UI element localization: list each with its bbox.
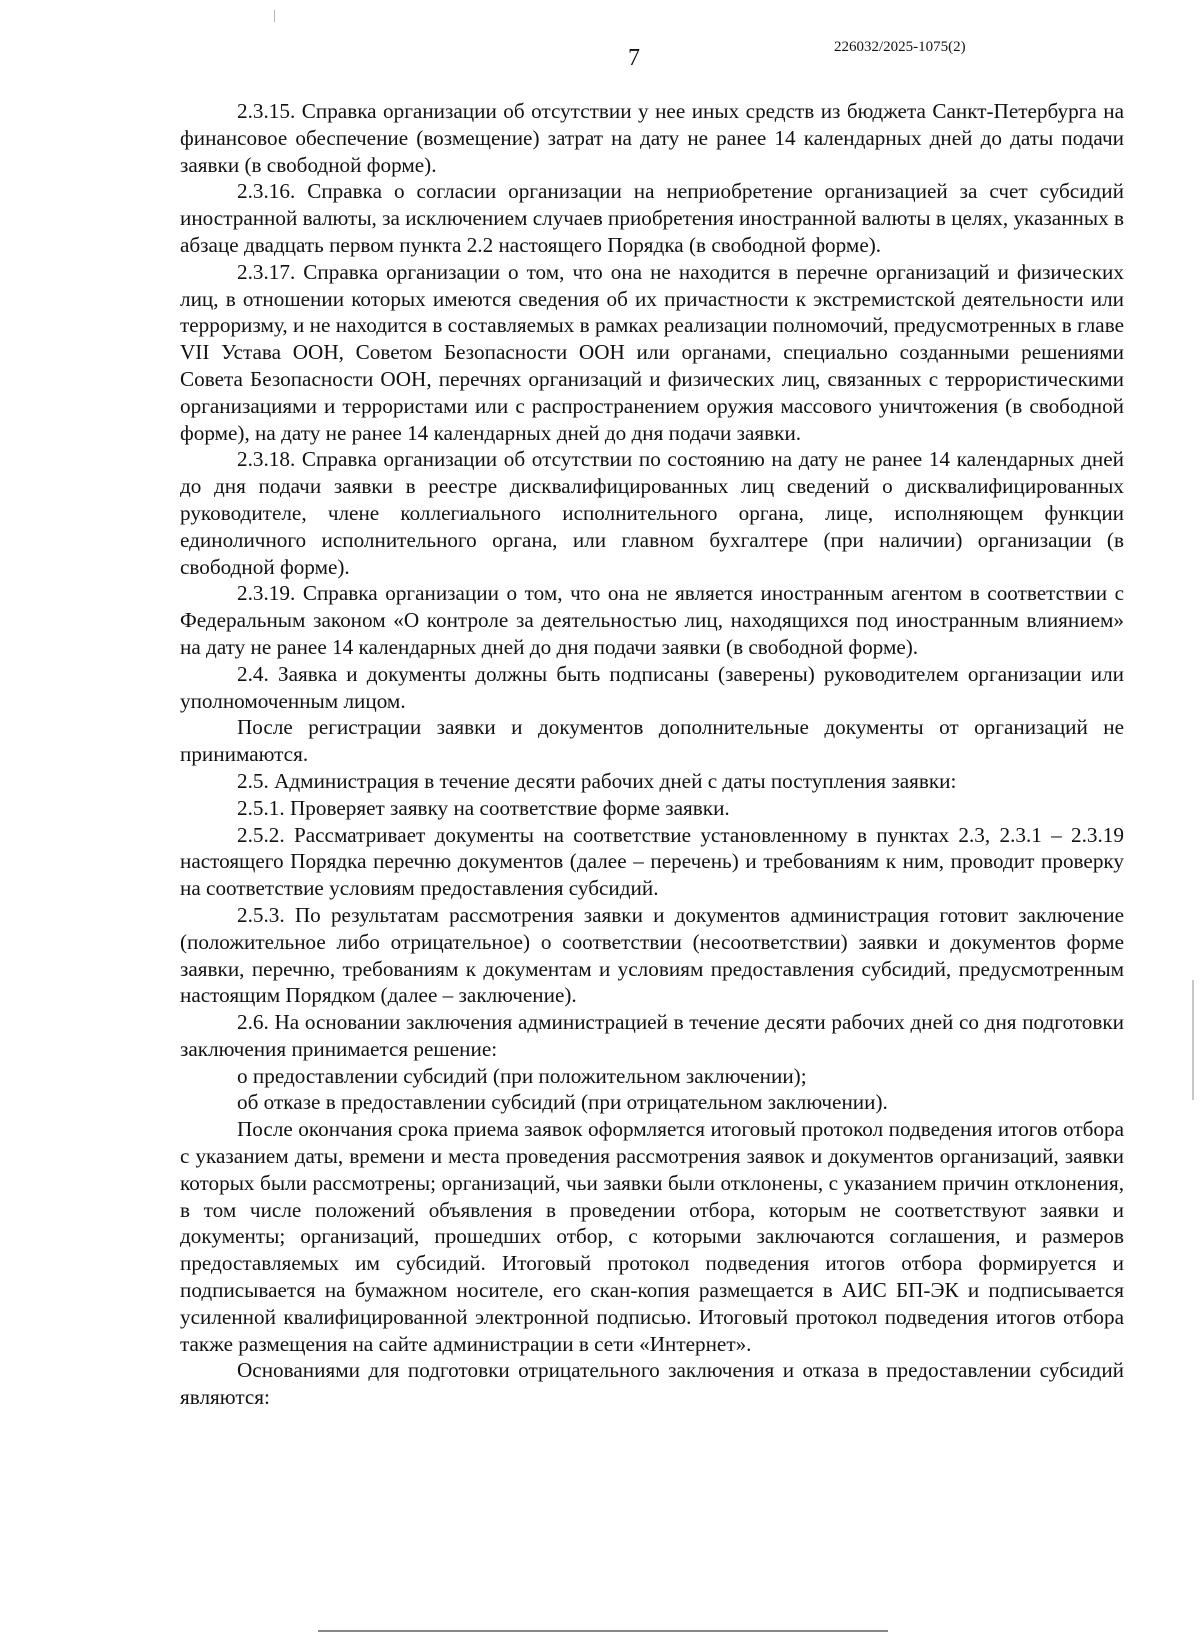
document-id: 226032/2025-1075(2) — [834, 39, 966, 55]
paragraph-2-5-3: 2.5.3. По результатам рассмотрения заявки и документов администрация готовит заключение (положительное либо отрицательное) о соответствии (несоответствии) заявки и документов форме заявки, перечню, требованиям к документам и условиям предоставления субсидий, предусмотренным настоящим Порядком (далее – заключение). — [180, 902, 1124, 1008]
paragraph-2-5: 2.5. Администрация в течение десяти рабочих дней с даты поступления заявки: — [237, 768, 957, 793]
paragraph-2-4: 2.4. Заявка и документы должны быть подписаны (заверены) руководителем организации или уполномоченным лицом. — [180, 661, 1124, 713]
paragraph-2-3-17: 2.3.17. Справка организации о том, что она не находится в перечне организаций и физических лиц, в отношении которых имеются сведения об их причастности к экстремистской деятельности или терроризму, и не находится в составляемых в рамках реализации полномочий, предусмотренных в главе VII Устава ООН, Советом Безопасности ООН или органами, специально созданными решениями Совета Безопасности ООН, перечнях организаций и физических лиц, связанных с террористическими организациями и террористами или с распространением оружия массового уничтожения (в свободной форме), на дату не ранее 14 календарных дней до дня подачи заявки. — [180, 259, 1124, 445]
paragraph-2-3-18: 2.3.18. Справка организации об отсутствии по состоянию на дату не ранее 14 календарных дней до дня подачи заявки в реестре дисквалифицированных лиц сведений о дисквалифицированных руководителе, члене коллегиального исполнительного органа, лице, исполняющем функции единоличного исполнительного органа, или главном бухгалтере (при наличии) организации (в свободной форме). — [180, 447, 1124, 579]
paragraph-2-5-2: 2.5.2. Рассматривает документы на соответствие установленному в пунктах 2.3, 2.3.1 – 2.3.19 настоящего Порядка перечню документов (далее – перечень) и требованиям к ним, проводит проверку на соответствие условиям предоставления субсидий. — [180, 822, 1124, 901]
paragraph-2-3-15: 2.3.15. Справка организации об отсутствии у нее иных средств из бюджета Санкт-Петербурга на финансовое обеспечение (возмещение) затрат на дату не ранее 14 календарных дней до даты подачи заявки (в свободной форме). — [180, 99, 1124, 177]
paragraph-2-6: 2.6. На основании заключения администрацией в течение десяти рабочих дней со дня подготовки заключения принимается решение: — [180, 1010, 1124, 1061]
page-number: 7 — [628, 45, 640, 71]
document-body — [180, 98, 1124, 1411]
paragraph-final-protocol: После окончания срока приема заявок оформляется итоговый протокол подведения итогов отбора с указанием даты, времени и места проведения рассмотрения заявок и документов организаций, заявки которых были рассмотрены; организаций, чьи заявки были отклонены, с указанием причин отклонения, в том числе положений объявления в проведении отбора, которым не соответствуют заявки и документы; организаций, прошедших отбор, с которыми заключаются соглашения, и размеров предоставляемых им субсидий. Итоговый протокол подведения итогов отбора формируется и подписывается на бумажном носителе, его скан-копия размещается в АИС БП-ЭК и подписывается усиленной квалифицированной электронной подписью. Итоговый протокол подведения итогов отбора также размещения на сайте администрации в сети «Интернет». — [180, 1117, 1124, 1356]
paragraph-2-5-1: 2.5.1. Проверяет заявку на соответствие форме заявки. — [237, 795, 730, 820]
paragraph-decision-refusal: об отказе в предоставлении субсидий (при отрицательном заключении). — [237, 1090, 888, 1115]
scan-mark — [274, 10, 275, 22]
scan-edge-mark — [1192, 980, 1194, 1100]
paragraph-2-3-19: 2.3.19. Справка организации о том, что она не является иностранным агентом в соответствии с Федеральным законом «О контроле за деятельностью лиц, находящихся под иностранным влиянием» на дату не ранее 14 календарных дней до дня подачи заявки (в свободной форме). — [180, 581, 1124, 659]
paragraph-after-registration: После регистрации заявки и документов дополнительные документы от организаций не принимаются. — [180, 715, 1124, 767]
paragraph-2-3-16: 2.3.16. Справка о согласии организации на неприобретение организацией за счет субсидий иностранной валюты, за исключением случаев приобретения иностранной валюты в целях, указанных в абзаце двадцать первом пункта 2.2 настоящего Порядка (в свободной форме). — [180, 179, 1125, 257]
scan-bottom-edge — [318, 1630, 888, 1632]
paragraph-grounds-refusal: Основаниями для подготовки отрицательного заключения и отказа в предоставлении субсидий являются: — [180, 1358, 1124, 1410]
paragraph-decision-grant: о предоставлении субсидий (при положительном заключении); — [237, 1063, 807, 1088]
